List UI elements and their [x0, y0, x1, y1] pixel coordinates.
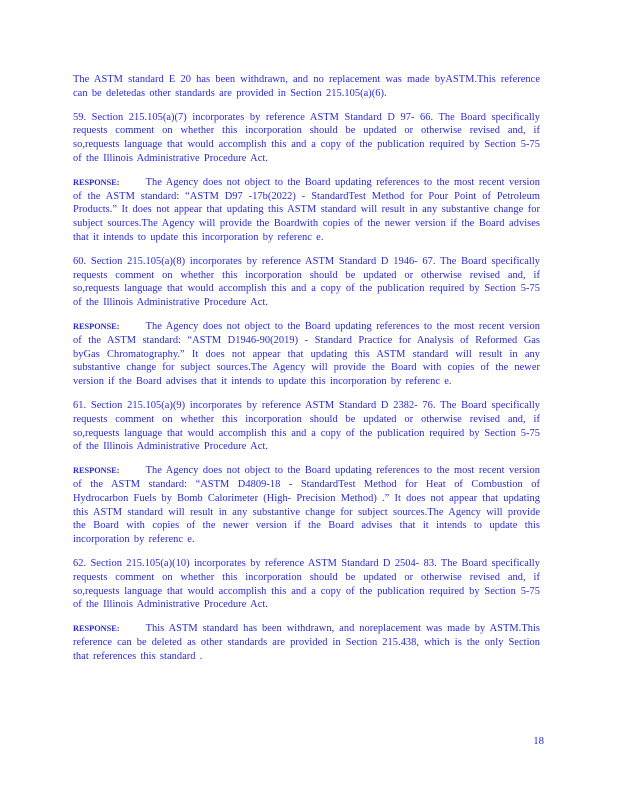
response-label: RESPONSE:	[73, 177, 120, 187]
response-text: This ASTM standard has been withdrawn, and noreplacement was made by ASTM.This reference can be deleted as other standards are provided in Section 215.438, which is the only Section that references this standard .	[73, 623, 540, 662]
paragraph-text: 59. Section 215.105(a)(7) incorporates by reference ASTM Standard D 97- 66. The Board specifically requests comment on whether this incorporation should be updated or otherwise revised and, if so,requests language that would accomplish this and a copy of the publication required by Section 5-75 of the Illinois Administrative Procedure Act.	[73, 111, 540, 164]
paragraph-item-60	[73, 255, 540, 310]
paragraph-text: 62. Section 215.105(a)(10) incorporates by reference ASTM Standard D 2504- 83. The Board specifically requests comment on whether this incorporation should be updated or otherwise revised and, if so,requests language that would accomplish this and a copy of the publication required by Section 5-75 of the Illinois Administrative Procedure Act.	[73, 557, 540, 611]
paragraph-text: 60. Section 215.105(a)(8) incorporates by reference ASTM Standard D 1946- 67. The Board specifically requests comment on whether this incorporation should be updated or otherwise revised and, if so,requests language that would accomplish this and a copy of the publication required by Section 5-75 of the Illinois Administrative Procedure Act.	[73, 255, 540, 309]
paragraph-item-62	[73, 557, 540, 612]
response-text: The Agency does not object to the Board updating references to the most recent version of the ASTM standard: “ASTM D97 -17b(2022) - StandardTest Method for Pour Point of Petroleum Products.” It does not appear that updating this ASTM standard will result in any substantive change for subject sources.The Agency will provide the Boardwith copies of the newer version if the Board advises that it intends to update this incorporation by referenc e.	[73, 176, 540, 243]
page-body	[73, 73, 540, 673]
response-label: RESPONSE:	[73, 624, 120, 634]
paragraph-text: The ASTM standard E 20 has been withdrawn, and no replacement was made byASTM.This reference can be deletedas other standards are provided in Section 215.105(a)(6).	[73, 74, 540, 99]
paragraph-withdrawn-e20	[73, 73, 540, 101]
response-item-60	[73, 320, 540, 389]
response-text: The Agency does not object to the Board updating references to the most recent version of the ASTM standard: “ASTM D4809-18 - StandardTest Method for Heat of Combustion of Hydrocarbon Fuels by Bomb Calorimeter (High- Precision Method) .” It does not appear that updating this ASTM standard will result in any substantive change for subject sources.The Agency will provide the Board with copies of the newer version if the Board advises that it intends to update this incorporation by referenc e.	[73, 465, 540, 546]
response-item-61	[73, 464, 540, 547]
response-item-62	[73, 622, 540, 663]
response-label: RESPONSE:	[73, 466, 120, 476]
paragraph-item-59	[73, 111, 540, 166]
response-item-59	[73, 176, 540, 245]
response-label: RESPONSE:	[73, 321, 120, 331]
page-number: 18	[533, 735, 544, 747]
response-text: The Agency does not object to the Board updating references to the most recent version of the ASTM standard: “ASTM D1946-90(2019) - Standard Practice for Analysis of Reformed Gas byGas Chromatography.” It does not appear that updating this ASTM standard will result in any substantive change for subject sources.The Agency will provide the Board with copies of the newer version if the Board advises that it intends to update this incorporation by referenc e.	[73, 320, 540, 388]
paragraph-item-61	[73, 399, 540, 454]
paragraph-text: 61. Section 215.105(a)(9) incorporates by reference ASTM Standard D 2382- 76. The Board specifically requests comment on whether this incorporation should be updated or otherwise revised and, if so,requests language that would accomplish this and a copy of the publication required by Section 5-75 of the Illinois Administrative Procedure Act.	[73, 399, 540, 453]
